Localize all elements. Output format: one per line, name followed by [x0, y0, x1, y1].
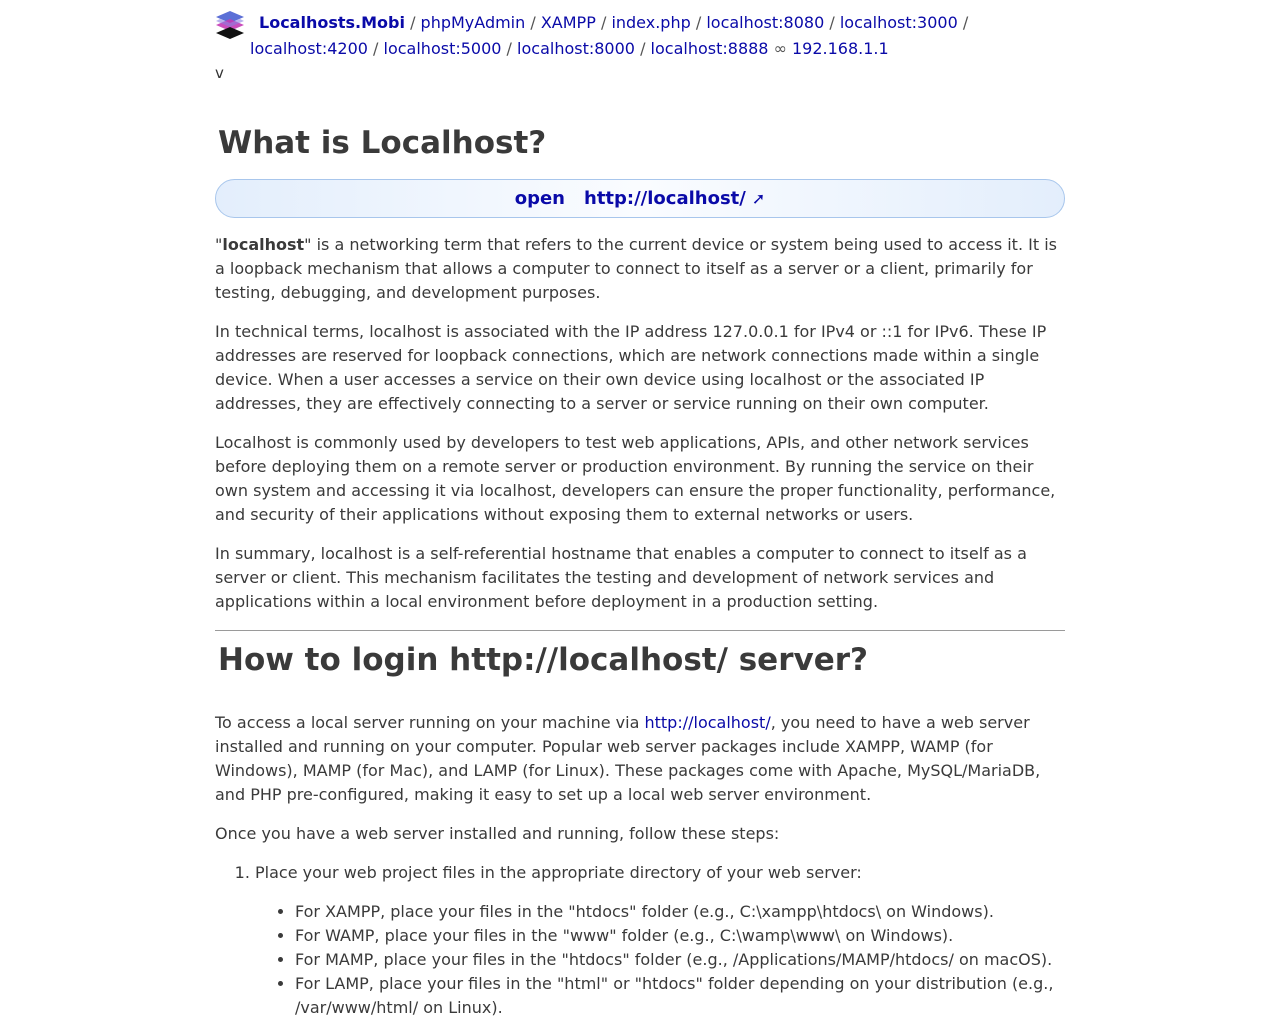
list-item: • For LAMP, place your files in the "html" or "htdocs" folder depending on your distribution (e.g., /var/www/html/ on Linux). — [295, 972, 1065, 1020]
nav-link-index-php[interactable]: index.php — [611, 13, 691, 32]
nav-separator: / — [530, 13, 541, 32]
open-label: open — [514, 188, 565, 209]
nav-link-localhost-5000[interactable]: localhost:5000 — [383, 39, 502, 58]
definition-text: " is a networking term that refers to the current device or system being used to access it. It is a loopback mechanism that allows a computer to connect to itself as a server or a client, primarily for testing, debugging, and development purposes. — [215, 235, 1057, 302]
heading-how-to-login: How to login http://localhost/ server? — [218, 642, 868, 678]
nav-separator: / — [829, 13, 840, 32]
nav-link-localhost-8888[interactable]: localhost:8888 — [650, 39, 769, 58]
heading-what-is-localhost: What is Localhost? — [218, 125, 547, 161]
nav-link-phpmyadmin[interactable]: phpMyAdmin — [420, 13, 526, 32]
access-text-after: , you need to have a web server installed and running on your computer. Popular web server packages include XAMPP, WAMP (for Windows), MAMP (for Mac), and LAMP (for Linux). These packages come with Apache, MySQL/MariaDB, and PHP pre-configured, making it easy to set up a local web server environment. — [215, 713, 1041, 804]
paragraph-summary: In summary, localhost is a self-referential hostname that enables a computer to connect to itself as a server or client. This mechanism facilitates the testing and development of network services and applications within a local environment before deployment in a production setting. — [215, 544, 1027, 611]
localhost-inline-link[interactable]: http://localhost/ — [644, 713, 771, 732]
menu-toggle[interactable]: v — [215, 64, 224, 82]
page — [215, 0, 1065, 1020]
nav-separator: / — [600, 13, 612, 32]
external-link-arrow-icon: ➚ — [751, 189, 766, 208]
open-localhost-button[interactable] — [215, 179, 1065, 218]
nav-line-1 — [215, 10, 1065, 36]
list-item — [255, 861, 1065, 1020]
localhost-bold: localhost — [222, 235, 305, 254]
paragraph-developer-usage: Localhost is commonly used by developers to test web applications, APIs, and other network services before deploying them on a remote server or production environment. By running the service on their own system and accessing it via localhost, developers can ensure the proper functionality, performance, and security of their applications without exposing them to external networks or users. — [215, 433, 1056, 524]
nav-separator: / — [506, 39, 518, 58]
open-url: http://localhost/ — [584, 188, 746, 209]
step-1-text: Place your web project files in the appropriate directory of your web server: — [255, 863, 862, 882]
server-directory-list — [255, 900, 1065, 1020]
nav-separator: / — [695, 13, 707, 32]
nav-link-xampp[interactable]: XAMPP — [540, 13, 596, 32]
brand-link[interactable]: Localhosts.Mobi — [259, 13, 405, 32]
nav-link-localhost-8000[interactable]: localhost:8000 — [517, 39, 635, 58]
access-text-before: To access a local server running on your machine via — [215, 713, 645, 732]
top-nav — [215, 0, 1065, 82]
nav-separator: / — [410, 13, 421, 32]
paragraph-follow-steps: Once you have a web server installed and running, follow these steps: — [215, 824, 780, 843]
nav-link-localhost-4200[interactable]: localhost:4200 — [250, 39, 368, 58]
nav-line-2 — [215, 36, 1065, 62]
list-item: • For MAMP, place your files in the "htdocs" folder (e.g., /Applications/MAMP/htdocs/ on macOS). — [295, 948, 1065, 972]
nav-link-localhost-3000[interactable]: localhost:3000 — [839, 13, 958, 32]
list-item: • For XAMPP, place your files in the "htdocs" folder (e.g., C:\xampp\htdocs\ on Windows). — [295, 900, 1065, 924]
stack-logo-icon[interactable] — [215, 10, 245, 40]
paragraph-localhost-definition — [215, 233, 1065, 305]
infinity-icon: ∞ — [773, 39, 792, 58]
nav-separator: / — [640, 39, 651, 58]
nav-link-ip[interactable]: 192.168.1.1 — [792, 39, 889, 58]
paragraph-access-local-server — [215, 711, 1065, 807]
quote-mark: " — [215, 235, 223, 254]
nav-separator: / — [373, 39, 384, 58]
steps-list — [215, 861, 1065, 1020]
nav-link-localhost-8080[interactable]: localhost:8080 — [706, 13, 825, 32]
list-item: • For WAMP, place your files in the "www" folder (e.g., C:\wamp\www\ on Windows). — [295, 924, 1065, 948]
section-divider — [215, 630, 1065, 631]
paragraph-technical-terms: In technical terms, localhost is associated with the IP address 127.0.0.1 for IPv4 or ::1 for IPv6. These IP addresses are reserved for loopback connections, which are network connections made within a single device. When a user accesses a service on their own device using localhost or the associated IP addresses, they are effectively connecting to a server or service running on their own computer. — [215, 322, 1047, 413]
nav-separator: / — [962, 13, 969, 32]
